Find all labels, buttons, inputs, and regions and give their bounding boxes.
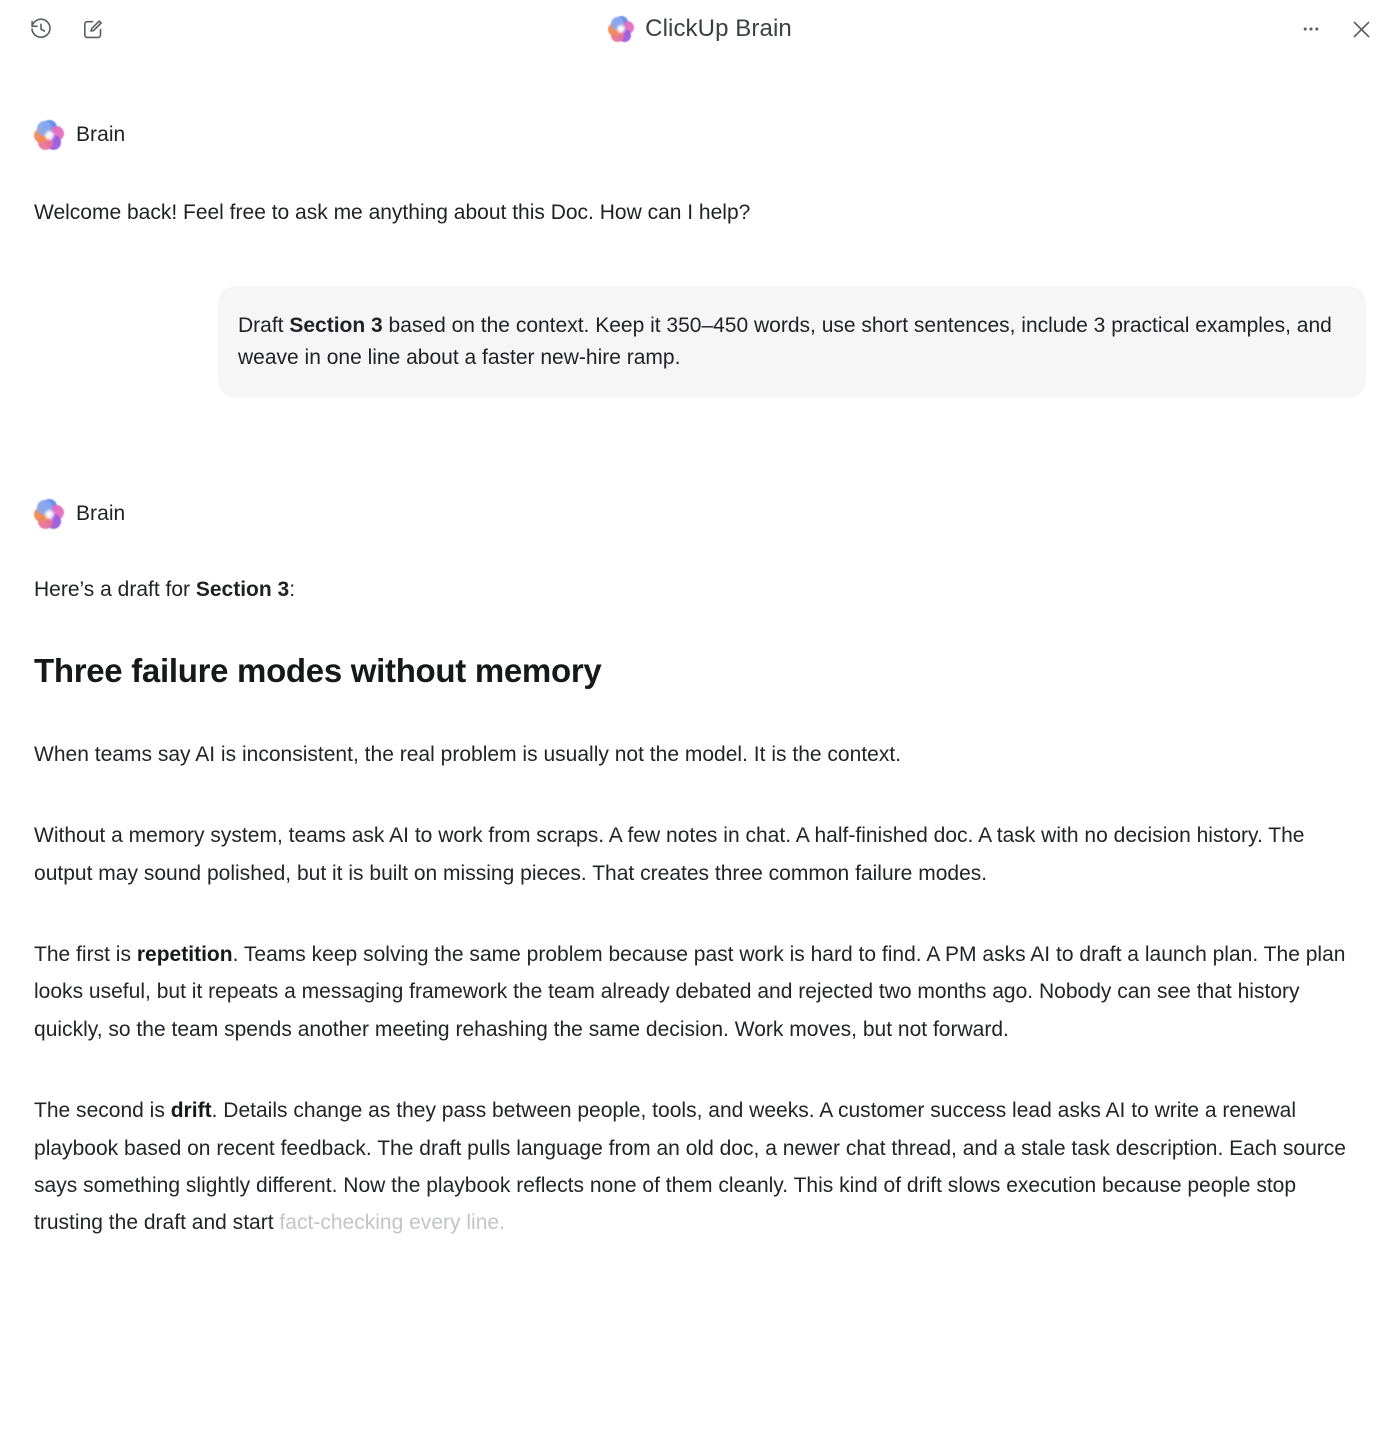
assistant-message-header — [34, 120, 1366, 150]
answer-paragraph-2: Without a memory system, teams ask AI to work from scraps. A few notes in chat. A half-finished doc. A task with no decision history. The output may sound polished, but it is built on missing pieces. That creates three common failure modes. — [34, 824, 1305, 885]
page-title — [0, 0, 1400, 58]
answer-p3-suffix: . Teams keep solving the same problem because past work is hard to find. A PM asks AI to draft a launch plan. The plan looks useful, but it repeats a messaging framework the team already debated and rejected two months ago. Nobody can see that history quickly, so the team spends another meeting rehashing the same decision. Work moves, but not forward. — [34, 943, 1346, 1041]
chat-header — [0, 0, 1400, 58]
brain-avatar-icon — [34, 120, 64, 150]
brain-avatar-icon — [34, 499, 64, 529]
header-title-text: ClickUp Brain — [645, 15, 792, 42]
user-message-row — [34, 286, 1366, 398]
history-icon[interactable] — [26, 14, 56, 44]
answer-p4-suffix: . Details change as they pass between people, tools, and weeks. A customer success lead asks AI to write a renewal playbook based on recent feedback. The draft pulls language from an old doc, a newer chat thread, and a stale task description. Each source says something slightly different. Now the playbook reflects none of them cleanly. This kind of drift slows execution because people stop trusting the draft and start — [34, 1099, 1346, 1235]
answer-intro-prefix: Here’s a draft for — [34, 578, 196, 602]
user-message-part2: based on the context. Keep it 350–450 words, use short sentences, include 3 practical examples, and weave in one line about a faster new-hire ramp. — [238, 314, 1332, 370]
close-icon[interactable] — [1346, 14, 1376, 44]
user-message-part1: Draft — [238, 314, 290, 338]
header-left-actions — [26, 14, 108, 44]
answer-p4-prefix: The second is — [34, 1099, 171, 1123]
header-right-actions — [1296, 0, 1376, 58]
answer-intro-bold: Section 3 — [195, 578, 290, 602]
bottom-fade-overlay — [0, 1371, 1400, 1435]
clickup-brain-logo-icon — [608, 16, 634, 42]
compose-icon[interactable] — [78, 14, 108, 44]
assistant-name-label: Brain — [76, 123, 126, 146]
answer-p4-bold: drift — [170, 1099, 212, 1123]
answer-intro-suffix: : — [289, 578, 296, 602]
assistant-answer-header — [34, 499, 1366, 529]
answer-heading: Three failure modes without memory — [34, 651, 602, 689]
answer-p4-faded-text: fact-checking every line. — [279, 1211, 505, 1235]
answer-paragraph-1: When teams say AI is inconsistent, the real problem is usually not the model. It is the context. — [34, 742, 902, 766]
answer-paragraph-4 — [34, 1092, 1366, 1242]
conversation-thread — [0, 120, 1400, 1435]
answer-intro-text — [34, 575, 1366, 605]
answer-p3-bold: repetition — [136, 943, 233, 967]
user-message-bubble[interactable] — [218, 286, 1366, 398]
assistant-name-label: Brain — [76, 502, 126, 526]
answer-p3-prefix: The first is — [34, 943, 137, 967]
more-options-icon[interactable] — [1296, 14, 1326, 44]
answer-paragraph-3 — [34, 936, 1366, 1048]
user-message-bold1: Section 3 — [289, 314, 383, 338]
assistant-greeting-text: Welcome back! Feel free to ask me anything about this Doc. How can I help? — [34, 201, 751, 224]
